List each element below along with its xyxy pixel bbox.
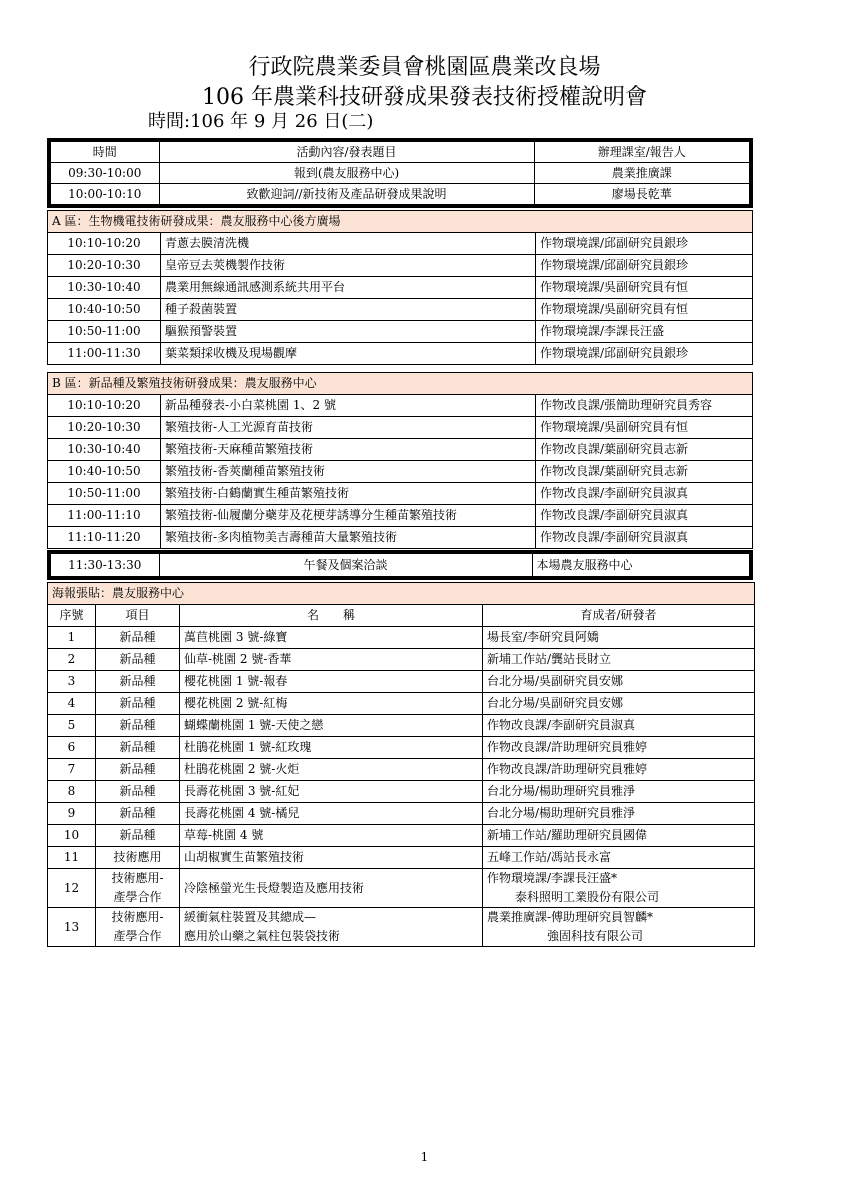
time-cell: 11:00-11:10: [48, 505, 161, 527]
developer-cell: 五峰工作站/馮站長永富: [483, 847, 755, 869]
time-cell: 11:30-13:30: [49, 552, 159, 578]
header-presenter: 辦理課室/報告人: [534, 140, 751, 163]
no-cell: 1: [48, 627, 96, 649]
item-cell: 技術應用: [96, 847, 180, 869]
item-cell: 新品種: [96, 715, 180, 737]
topic-cell: 葉菜類採收機及現場觀摩: [161, 343, 536, 365]
presenter-cell: 作物環境課/吳副研究員有恒: [536, 417, 753, 439]
header-no: 序號: [48, 605, 96, 627]
no-cell: 9: [48, 803, 96, 825]
topic-cell: 繁殖技術-多肉植物美吉壽種苗大量繁殖技術: [161, 527, 536, 549]
title-line-2: 106 年農業科技研發成果發表技術授權說明會: [202, 85, 647, 110]
activity-cell: 致歡迎詞//新技術及產品研發成果說明: [159, 184, 534, 207]
topic-cell: 繁殖技術-人工光源育苗技術: [161, 417, 536, 439]
table-row: [48, 847, 755, 869]
table-row: [48, 627, 755, 649]
topic-cell: 繁殖技術-天麻種苗繁殖技術: [161, 439, 536, 461]
item-line: 產學合作: [113, 929, 162, 943]
no-cell: 5: [48, 715, 96, 737]
table-row: [48, 255, 753, 277]
table-row: [48, 803, 755, 825]
topic-cell: 種子殺菌裝置: [161, 299, 536, 321]
name-cell: 杜鵑花桃園 1 號-紅玫瑰: [180, 737, 483, 759]
name-line: 緩衝氣柱裝置及其總成—: [184, 910, 317, 924]
time-cell: 10:50-11:00: [48, 321, 161, 343]
time-cell: 10:30-10:40: [48, 277, 161, 299]
table-row: [48, 825, 755, 847]
table-header-row: [48, 605, 755, 627]
item-cell: 新品種: [96, 671, 180, 693]
item-cell: 新品種: [96, 781, 180, 803]
header-time: 時間: [49, 140, 159, 163]
header-activity: 活動內容/發表題目: [159, 140, 534, 163]
poster-title: 海報張貼：農友服務中心: [48, 583, 755, 605]
table-row: [49, 552, 751, 578]
topic-cell: 繁殖技術-仙履蘭分蘗芽及花梗芽誘導分生種苗繁殖技術: [161, 505, 536, 527]
presenter-cell: 作物改良課/葉副研究員志新: [536, 439, 753, 461]
item-cell: 新品種: [96, 759, 180, 781]
item-cell: [96, 869, 180, 908]
topic-cell: 繁殖技術-白鶴蘭實生種苗繁殖技術: [161, 483, 536, 505]
name-cell: 長壽花桃園 4 號-橘兒: [180, 803, 483, 825]
time-cell: 11:00-11:30: [48, 343, 161, 365]
table-row: [48, 693, 755, 715]
developer-cell: [483, 869, 755, 908]
table-row: [48, 483, 753, 505]
table-row: [48, 395, 753, 417]
topic-cell: 新品種發表-小白菜桃園 1、2 號: [161, 395, 536, 417]
item-cell: 新品種: [96, 825, 180, 847]
no-cell: 2: [48, 649, 96, 671]
table-header-row: [49, 140, 751, 163]
presenter-cell: 作物環境課/邱副研究員銀珍: [536, 255, 753, 277]
table-row: [48, 715, 755, 737]
developer-cell: 新埔工作站/龔站長財立: [483, 649, 755, 671]
no-cell: 11: [48, 847, 96, 869]
item-cell: 新品種: [96, 627, 180, 649]
topic-cell: 皇帝豆去莢機製作技術: [161, 255, 536, 277]
item-cell: 新品種: [96, 803, 180, 825]
table-row: [48, 417, 753, 439]
time-cell: 10:40-10:50: [48, 299, 161, 321]
no-cell: 4: [48, 693, 96, 715]
time-cell: 10:30-10:40: [48, 439, 161, 461]
table-row: [48, 737, 755, 759]
header-item: 項目: [96, 605, 180, 627]
table-row: [48, 759, 755, 781]
item-cell: 新品種: [96, 693, 180, 715]
header-name: 名 稱: [180, 605, 483, 627]
name-cell: 櫻花桃園 1 號-報春: [180, 671, 483, 693]
table-row: [48, 299, 753, 321]
developer-cell: [483, 908, 755, 947]
presenter-cell: 作物改良課/李副研究員淑真: [536, 505, 753, 527]
time-cell: 11:10-11:20: [48, 527, 161, 549]
name-cell: 冷陰極螢光生長燈製造及應用技術: [180, 869, 483, 908]
time-cell: 10:20-10:30: [48, 417, 161, 439]
no-cell: 13: [48, 908, 96, 947]
developer-cell: 台北分場/楊助理研究員雅淨: [483, 781, 755, 803]
title-line-1: 行政院農業委員會桃園區農業改良場: [248, 55, 601, 80]
zone-b-table: [47, 372, 753, 549]
name-cell: 蝴蝶蘭桃園 1 號-天使之戀: [180, 715, 483, 737]
developer-cell: 台北分場/吳副研究員安娜: [483, 671, 755, 693]
item-cell: 新品種: [96, 649, 180, 671]
presenter-cell: 作物改良課/李副研究員淑真: [536, 527, 753, 549]
item-cell: 新品種: [96, 737, 180, 759]
presenter-cell: 廖場長乾華: [534, 184, 751, 207]
presenter-cell: 作物環境課/邱副研究員銀珍: [536, 233, 753, 255]
developer-cell: 場長室/李研究員阿嬌: [483, 627, 755, 649]
time-cell: 09:30-10:00: [49, 163, 159, 184]
presenter-cell: 作物改良課/葉副研究員志新: [536, 461, 753, 483]
no-cell: 8: [48, 781, 96, 803]
topic-cell: 繁殖技術-香莢蘭種苗繁殖技術: [161, 461, 536, 483]
presenter-cell: 農業推廣課: [534, 163, 751, 184]
developer-cell: 作物改良課/李副研究員淑真: [483, 715, 755, 737]
table-row: [48, 461, 753, 483]
activity-cell: 報到(農友服務中心): [159, 163, 534, 184]
no-cell: 6: [48, 737, 96, 759]
schedule-table: [47, 138, 753, 208]
zone-a-title: A 區：生物機電技術研發成果：農友服務中心後方廣場: [48, 211, 753, 233]
partner-company: 強固科技有限公司: [547, 929, 644, 943]
presenter-cell: 作物改良課/張簡助理研究員秀容: [536, 395, 753, 417]
item-line: 技術應用-: [111, 871, 164, 885]
name-line: 應用於山藥之氣柱包裝袋技術: [184, 929, 341, 943]
zone-a-table: [47, 210, 753, 365]
topic-cell: 驅猴預警裝置: [161, 321, 536, 343]
section-header-row: [48, 373, 753, 395]
section-header-row: [48, 211, 753, 233]
name-cell: [180, 908, 483, 947]
event-date: 時間:106 年 9 月 26 日(二): [148, 111, 374, 132]
table-row: [48, 649, 755, 671]
name-cell: 長壽花桃園 3 號-紅妃: [180, 781, 483, 803]
developer-cell: 新埔工作站/羅助理研究員國偉: [483, 825, 755, 847]
header-developer: 育成者/研發者: [483, 605, 755, 627]
time-cell: 10:50-11:00: [48, 483, 161, 505]
table-row: [48, 439, 753, 461]
table-row: [48, 233, 753, 255]
developer-line: 農業推廣課-傅助理研究員智麟*: [487, 910, 654, 924]
table-row: [48, 277, 753, 299]
table-row: [48, 908, 755, 947]
presenter-cell: 作物環境課/吳副研究員有恒: [536, 299, 753, 321]
section-header-row: [48, 583, 755, 605]
presenter-cell: 作物環境課/吳副研究員有恒: [536, 277, 753, 299]
poster-table: [47, 582, 755, 947]
topic-cell: 青蔥去膜清洗機: [161, 233, 536, 255]
item-line: 產學合作: [113, 890, 162, 904]
item-cell: [96, 908, 180, 947]
name-cell: 杜鵑花桃園 2 號-火炬: [180, 759, 483, 781]
name-cell: 草莓-桃園 4 號: [180, 825, 483, 847]
presenter-cell: 作物環境課/李課長汪盛: [536, 321, 753, 343]
no-cell: 7: [48, 759, 96, 781]
developer-cell: 作物改良課/許助理研究員雅婷: [483, 737, 755, 759]
no-cell: 3: [48, 671, 96, 693]
time-cell: 10:20-10:30: [48, 255, 161, 277]
activity-cell: 午餐及個案洽談: [159, 552, 532, 578]
partner-company: 泰科照明工業股份有限公司: [515, 890, 660, 904]
developer-line: 作物環境課/李課長汪盛*: [487, 871, 618, 885]
time-cell: 10:00-10:10: [49, 184, 159, 207]
table-row: [49, 163, 751, 184]
name-cell: 山胡椒實生苗繁殖技術: [180, 847, 483, 869]
lunch-table: [47, 550, 753, 580]
table-row: [48, 781, 755, 803]
table-row: [48, 527, 753, 549]
location-cell: 本場農友服務中心: [532, 552, 751, 578]
developer-cell: 作物改良課/許助理研究員雅婷: [483, 759, 755, 781]
developer-cell: 台北分場/吳副研究員安娜: [483, 693, 755, 715]
table-row: [48, 505, 753, 527]
name-cell: 櫻花桃園 2 號-紅梅: [180, 693, 483, 715]
table-row: [49, 184, 751, 207]
developer-cell: 台北分場/楊助理研究員雅淨: [483, 803, 755, 825]
time-cell: 10:40-10:50: [48, 461, 161, 483]
table-row: [48, 671, 755, 693]
presenter-cell: 作物改良課/李副研究員淑真: [536, 483, 753, 505]
name-cell: 萬苣桃園 3 號-綠寶: [180, 627, 483, 649]
page-number: 1: [420, 1150, 429, 1164]
table-row: [48, 321, 753, 343]
time-cell: 10:10-10:20: [48, 395, 161, 417]
no-cell: 12: [48, 869, 96, 908]
presenter-cell: 作物環境課/邱副研究員銀珍: [536, 343, 753, 365]
table-row: [48, 869, 755, 908]
name-cell: 仙草-桃園 2 號-香華: [180, 649, 483, 671]
time-cell: 10:10-10:20: [48, 233, 161, 255]
table-row: [48, 343, 753, 365]
no-cell: 10: [48, 825, 96, 847]
topic-cell: 農業用無線通訊感測系統共用平台: [161, 277, 536, 299]
zone-b-title: B 區：新品種及繁殖技術研發成果：農友服務中心: [48, 373, 753, 395]
item-line: 技術應用-: [111, 910, 164, 924]
